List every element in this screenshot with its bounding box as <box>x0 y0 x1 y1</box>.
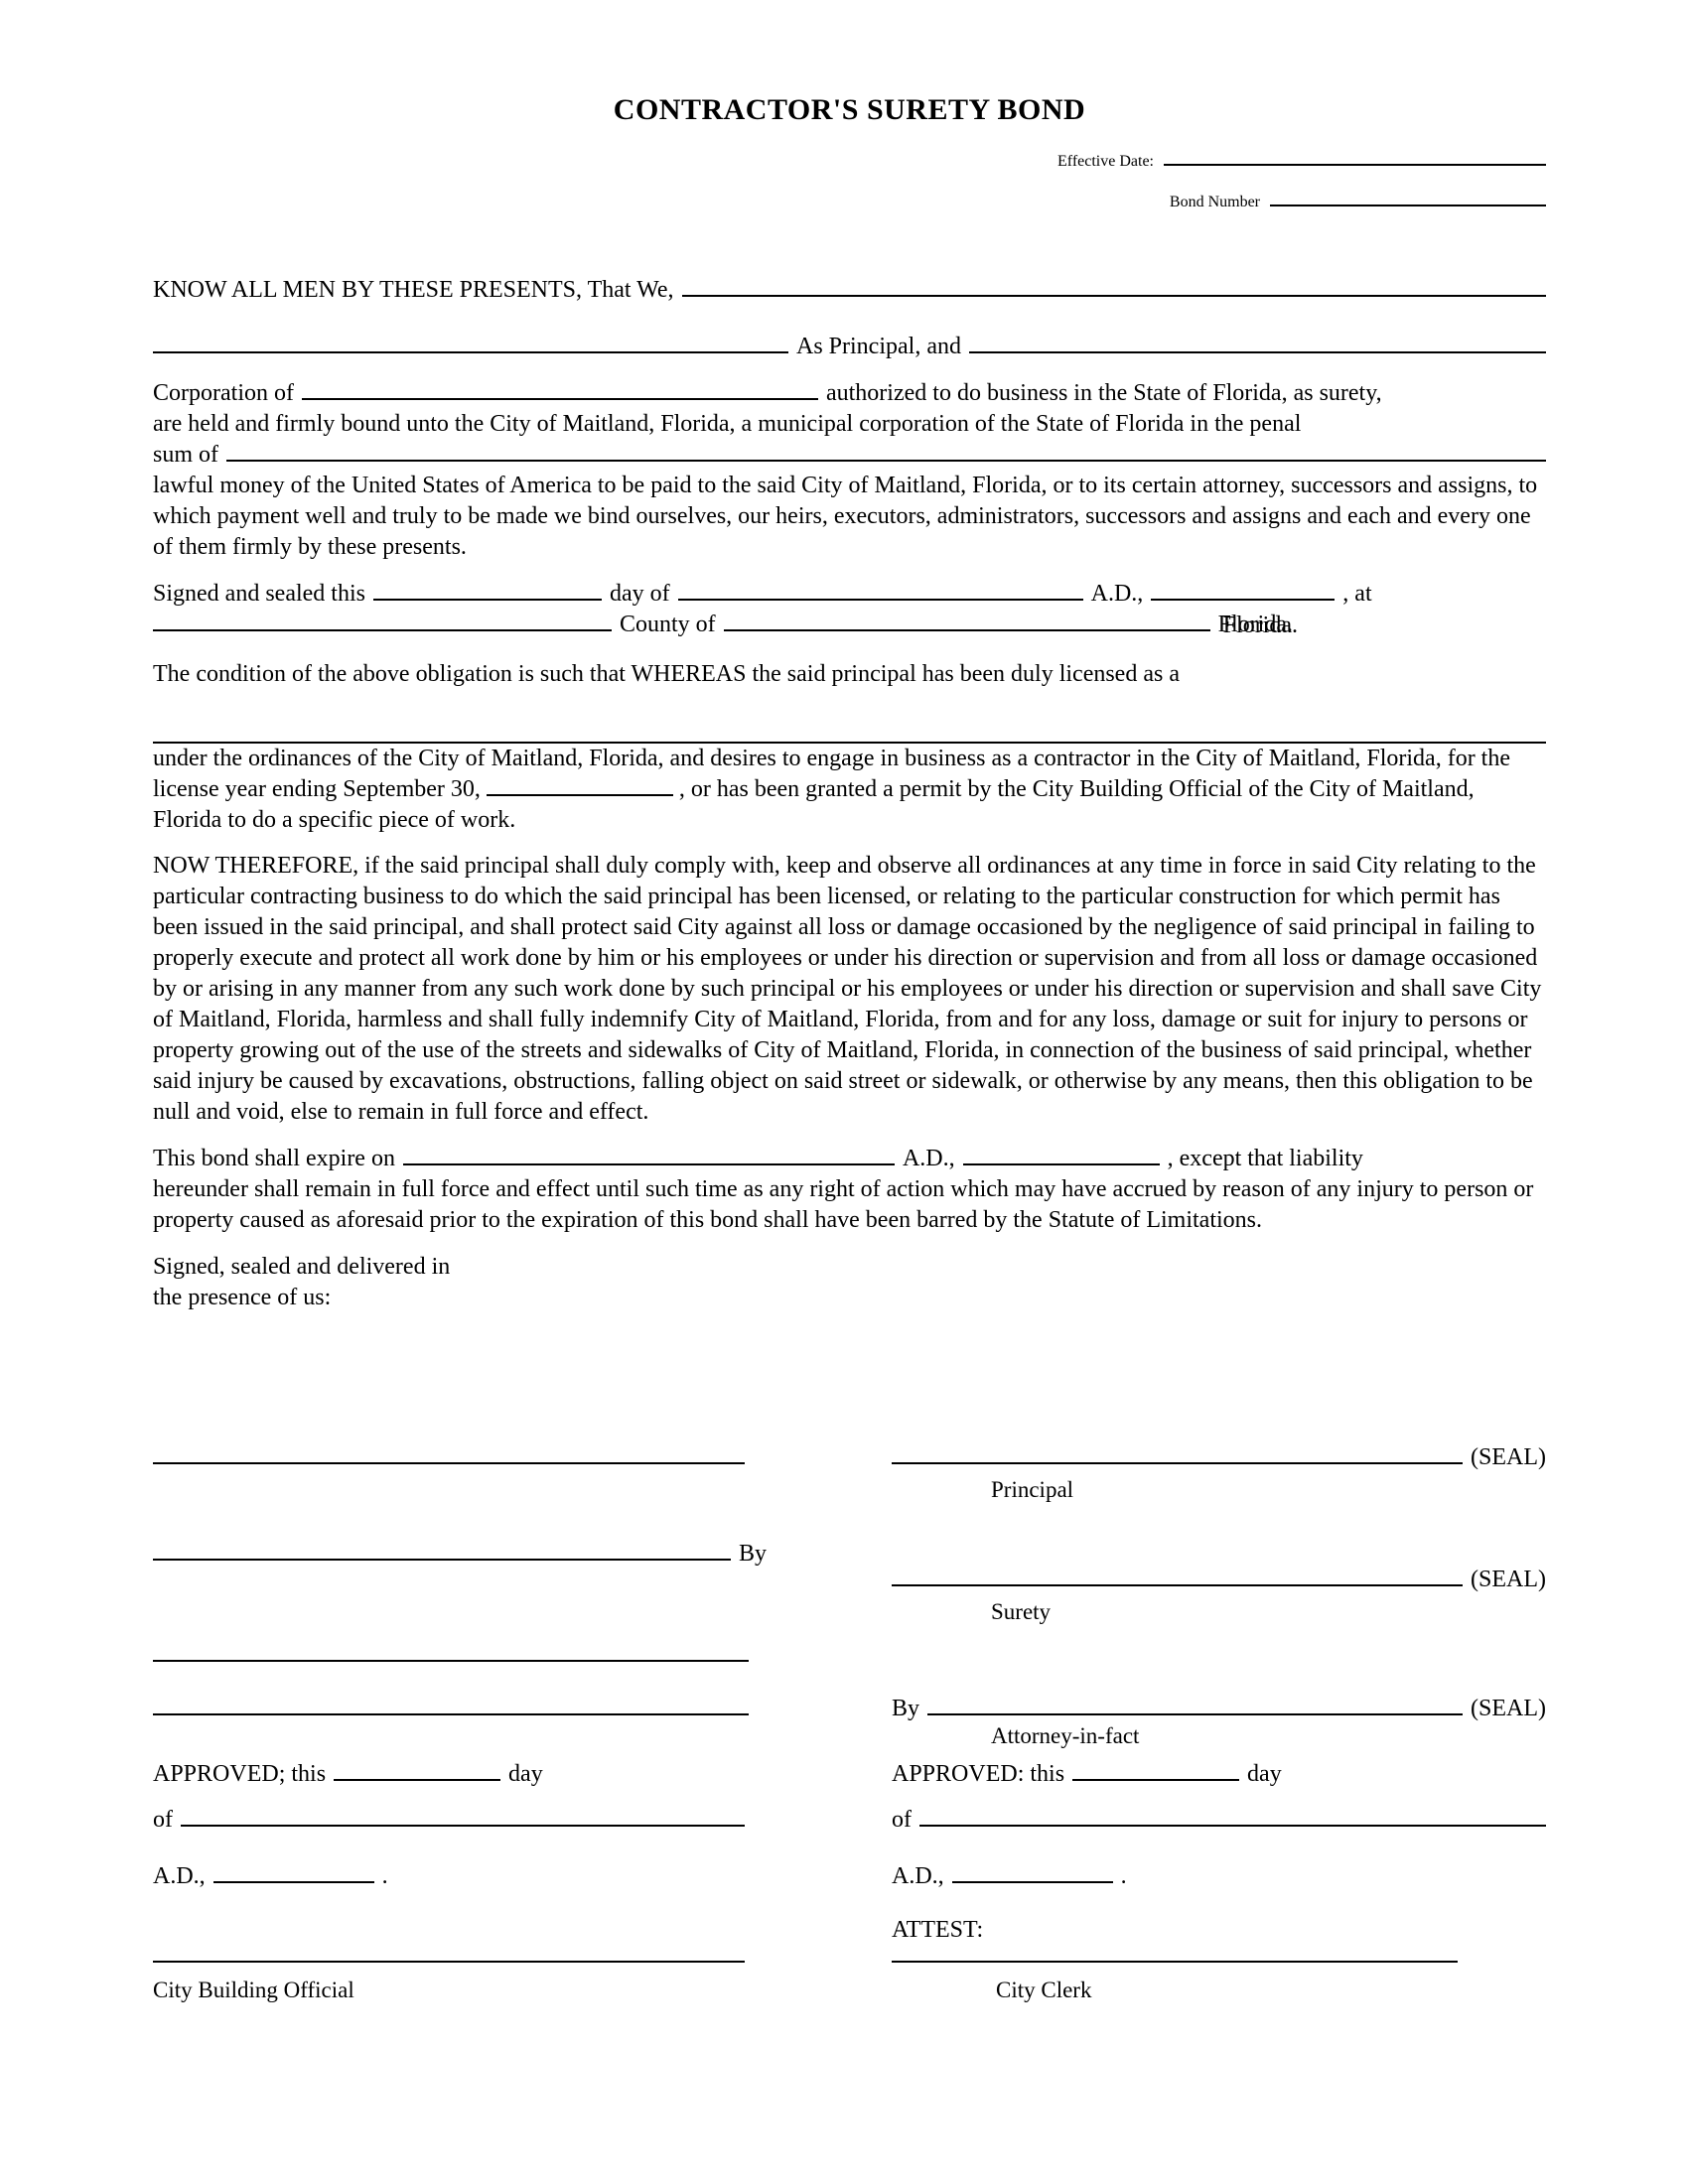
attest-row <box>892 1915 983 1945</box>
signature-section <box>153 1430 1546 2065</box>
city-blank <box>153 613 612 631</box>
county-row <box>153 610 1546 640</box>
county-of-text: County of <box>620 612 716 637</box>
witness-signature-row-2 <box>153 1539 767 1569</box>
building-official-label: City Building Official <box>153 1978 354 2002</box>
principal-label: Principal <box>991 1477 1074 1502</box>
attest-text: ATTEST: <box>892 1917 984 1943</box>
condition-paragraph: The condition of the above obligation is such that WHEREAS the said principal has been duly licensed as a <box>153 661 1180 687</box>
witness-signature-blank-2 <box>153 1542 731 1561</box>
attorney-label: Attorney-in-fact <box>991 1723 1140 1748</box>
surety-signature-blank <box>892 1568 1463 1586</box>
bond-number-blank <box>1270 188 1546 206</box>
witness-signature-row-1 <box>153 1445 745 1464</box>
of-left-row <box>153 1805 745 1835</box>
day-of-text: day of <box>609 581 670 607</box>
effective-date-label: Effective Date: <box>1057 153 1154 170</box>
ad-left-text: A.D., <box>153 1863 206 1889</box>
month-blank <box>678 582 1083 601</box>
corporation-line <box>153 378 1546 409</box>
licensed-as-blank <box>153 690 1546 744</box>
ordinances-part1: under the ordinances of the City of Maitland, Florida, and desires to engage in business as a contractor in the City of Maitland, Florida, for the license year ending September 30, <box>153 746 1511 802</box>
principal-signature-row <box>892 1442 1546 1472</box>
city-clerk-blank <box>892 1944 1458 1963</box>
ad-right-period: . <box>1120 1863 1127 1889</box>
expire-date-blank <box>403 1147 895 1165</box>
approved-right-text: APPROVED: this <box>892 1761 1065 1787</box>
of-left-blank <box>181 1808 745 1827</box>
expiration-paragraph: hereunder shall remain in full force and effect until such time as any right of action which may have accrued by reason of any injury to person or property caused as aforesaid prior to the expiration of this bond shall have been barred by the Statute of Limitations. <box>153 1176 1534 1233</box>
witness-signature-row-3 <box>153 1643 749 1662</box>
now-therefore-paragraph: NOW THEREFORE, if the said principal shall duly comply with, keep and observe all ordinances at any time in force in said City relating to the particular contracting business to do which the said principal has been licensed, or relating to the particular construction for which permit has been issued in the said principal, and shall protect said City against all loss or damage occasioned by the negligence of said principal in failing to properly execute and protect all work done by him or his employees or under his direction or supervision and from all loss or damage occasioned by or arising in any manner from any such work done by such principal or his employees or under his direction or supervision and shall save City of Maitland, Florida, harmless and shall fully indemnify City of Maitland, Florida, from and for any loss, damage or suit for injury to persons or property growing out of the use of the streets and sidewalks of City of Maitland, Florida, in connection of the business of said principal, whether said injury be caused by excavations, obstructions, falling object on said street or sidewalk, or otherwise by any means, then this obligation to be null and void, else to remain in full force and effect. <box>153 853 1542 1125</box>
bound-text: are held and firmly bound unto the City of Maitland, Florida, a municipal corporation of the State of Florida in the penal <box>153 411 1302 437</box>
by-text-left: By <box>738 1541 767 1567</box>
approved-left-day-blank <box>334 1762 500 1781</box>
witness-signature-blank-4 <box>153 1697 749 1715</box>
as-principal-text: As Principal, and <box>796 334 961 359</box>
approved-right-row <box>892 1759 1282 1789</box>
seal-text-principal: (SEAL) <box>1471 1444 1546 1470</box>
day-blank <box>373 582 602 601</box>
effective-date-blank <box>1164 147 1546 166</box>
seal-text-attorney: (SEAL) <box>1471 1696 1546 1721</box>
principal-name-blank <box>682 278 1546 297</box>
ad-left-period: . <box>381 1863 388 1889</box>
seal-text-surety: (SEAL) <box>1471 1567 1546 1592</box>
of-left-text: of <box>153 1807 173 1833</box>
at-text: , at <box>1342 581 1372 607</box>
surety-signature-row <box>892 1565 1546 1594</box>
city-clerk-label: City Clerk <box>996 1978 1092 2002</box>
expire-text: This bond shall expire on <box>153 1146 395 1171</box>
ad-left-row <box>153 1861 388 1891</box>
year-blank <box>1151 582 1335 601</box>
of-right-row <box>892 1805 1546 1835</box>
by-text-right: By <box>892 1696 920 1721</box>
opening-text: KNOW ALL MEN BY THESE PRESENTS, That We, <box>153 277 674 303</box>
county-blank <box>724 613 1210 631</box>
license-year-blank <box>487 780 673 796</box>
surety-label: Surety <box>991 1599 1052 1624</box>
principal-name-blank-2 <box>153 335 788 353</box>
attorney-signature-row <box>892 1694 1546 1723</box>
corporation-prefix: Corporation of <box>153 380 294 406</box>
bond-number-row <box>153 188 1546 211</box>
of-right-text: of <box>892 1807 912 1833</box>
expire-liability-text: , except that liability <box>1167 1146 1363 1171</box>
city-clerk-line <box>892 1944 1458 1963</box>
expire-year-blank <box>963 1147 1160 1165</box>
approved-right-day-blank <box>1072 1762 1239 1781</box>
corporation-suffix: authorized to do business in the State of Florida, as surety, <box>825 380 1382 406</box>
principal-signature-blank <box>892 1445 1463 1464</box>
signed-sealed-row <box>153 579 1546 610</box>
corporation-state-blank <box>302 381 818 400</box>
sum-of-label: sum of <box>153 442 218 468</box>
building-official-line <box>153 1944 745 1963</box>
document-title: CONTRACTOR'S SURETY BOND <box>613 93 1086 126</box>
opening-line-2 <box>153 332 1546 362</box>
surety-name-blank <box>969 335 1546 353</box>
witness-line-2: the presence of us: <box>153 1285 332 1310</box>
effective-date-row <box>153 147 1546 171</box>
expire-ad-text: A.D., <box>902 1146 955 1171</box>
witness-signature-blank-1 <box>153 1445 745 1464</box>
approved-left-day-text: day <box>508 1761 543 1787</box>
lawful-money-paragraph: lawful money of the United States of America to be paid to the said City of Maitland, Florida, or to its certain attorney, successors and assigns, to which payment well and truly to be made we bind ourselves, our heirs, executors, administrators, successors and assigns and each and every one of them firmly by these presents. <box>153 473 1538 560</box>
ad-right-text: A.D., <box>892 1863 944 1889</box>
building-official-blank <box>153 1944 745 1963</box>
of-right-blank <box>919 1808 1546 1827</box>
sum-row <box>153 440 1546 471</box>
opening-line-1 <box>153 275 1546 306</box>
approved-left-row <box>153 1759 543 1789</box>
approved-right-day-text: day <box>1247 1761 1282 1787</box>
bond-number-label: Bond Number <box>1169 194 1260 210</box>
ad-right-row <box>892 1861 1127 1891</box>
approved-left-text: APPROVED; this <box>153 1761 327 1787</box>
penal-sum-blank <box>226 443 1546 462</box>
witness-signature-blank-3 <box>153 1643 749 1662</box>
signed-sealed-text: Signed and sealed this <box>153 581 365 607</box>
ad-text: A.D., <box>1090 581 1144 607</box>
overstruck-state-text: Florida. Florida. <box>1218 610 1293 640</box>
ordinances-part2: , or has been granted a permit by the City Building Official of the City of Maitland, Florida to do a specific piece of work. <box>153 776 1475 833</box>
document-content <box>153 0 1546 1313</box>
ad-left-blank <box>213 1864 374 1883</box>
ad-right-blank <box>952 1864 1113 1883</box>
witness-line-1: Signed, sealed and delivered in <box>153 1254 451 1280</box>
ordinances-paragraph <box>153 744 1546 836</box>
expiration-row <box>153 1144 1546 1174</box>
witness-signature-row-4 <box>153 1697 749 1715</box>
attorney-signature-blank <box>927 1697 1463 1715</box>
